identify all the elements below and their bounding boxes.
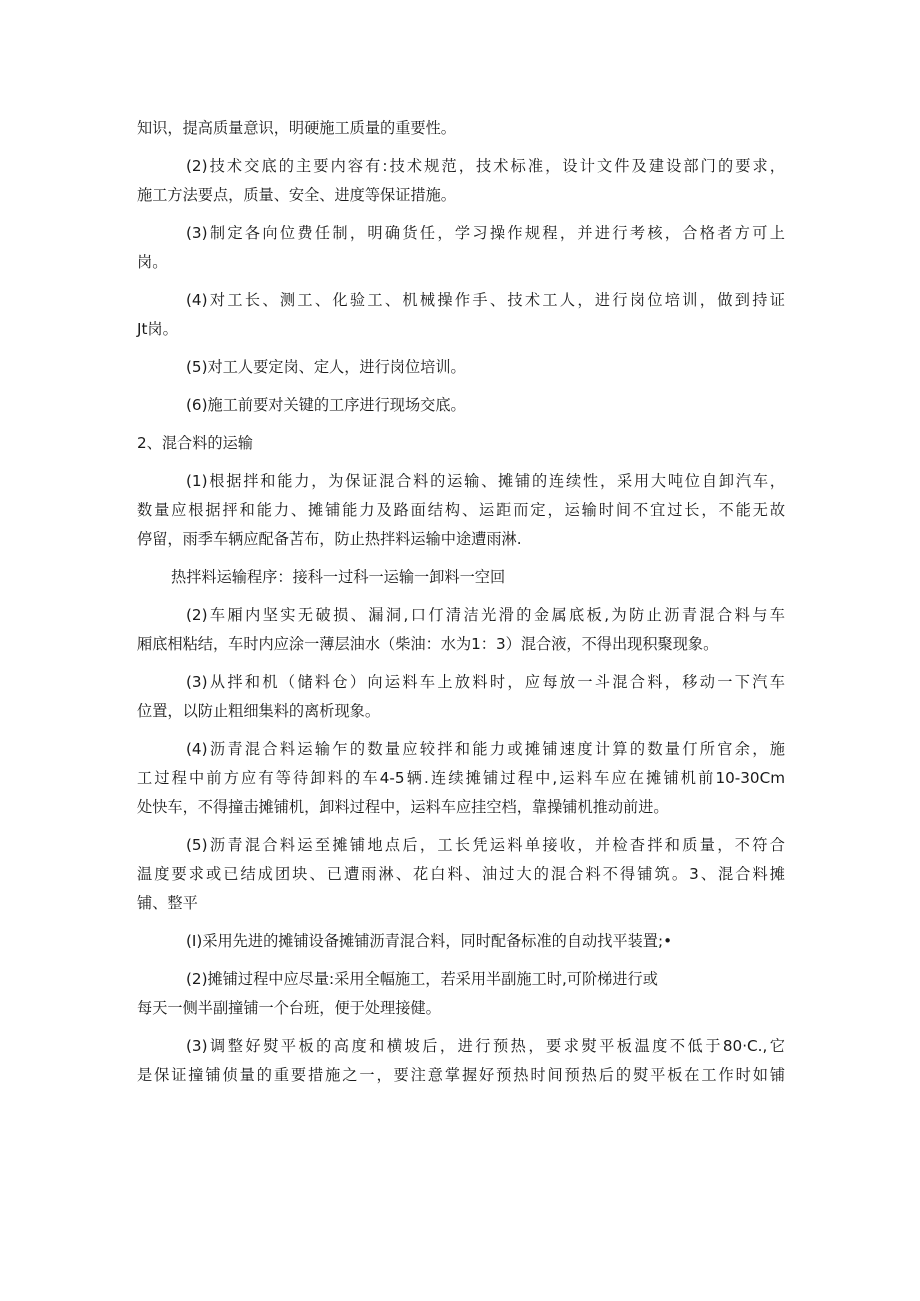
- transport-item-1-line-1: (1)根据拌和能力，为保证混合料的运输、摊铺的连续性，采用大吨位自卸汽车，: [186, 472, 785, 490]
- transport-item-1-line-3: 停留，雨季车辆应配备苫布，防止热拌料运输中途遭雨淋.: [137, 530, 522, 548]
- item-2-line-1: (2)技术交底的主要内容有:技术规范，技术标准，设计文件及建设部门的要求，: [186, 157, 785, 175]
- item-5: (5)对工人要定岗、定人，进行岗位培训。: [186, 358, 466, 376]
- paragraph-continuation: 知识，提高质量意识，明硬施工质量的重要性。: [137, 119, 456, 137]
- item-3-line-2: 岗。: [137, 253, 168, 271]
- transport-item-5-line-2: 温度要求或已结成团块、已遭雨淋、花白料、油过大的混合料不得铺筑。3、混合料摊: [137, 865, 785, 883]
- item-4-line-1: (4)对工长、测工、化验工、机械操作手、技术工人，进行岗位培训，做到持证: [186, 291, 785, 309]
- transport-item-4-line-3: 处快车，不得撞击摊铺机，卸料过程中，运料车应挂空档，靠操铺机推动前进。: [137, 798, 669, 816]
- transport-item-5-line-3: 铺、整平: [137, 894, 198, 912]
- paving-item-1: (I)采用先进的摊铺设备摊铺沥青混合料，同时配备标准的自动找平装置;•: [186, 932, 673, 950]
- transport-item-4-line-1: (4)沥青混合料运输乍的数量应较拌和能力或摊铺速度计算的数量仃所官余，施: [186, 740, 785, 758]
- item-6: (6)施工前要对关键的工序进行现场交底。: [186, 396, 466, 414]
- item-2-line-2: 施工方法要点，质量、安全、进度等保证措施。: [137, 186, 456, 204]
- transport-item-3-line-1: (3)从拌和机（储料仓）向运料车上放料时，应每放一斗混合料，移动一下汽车: [186, 673, 785, 691]
- transport-item-2-line-1: (2)车厢内坚实无破损、漏洞,口仃清洁光滑的金属底板,为防止沥青混合料与车: [186, 606, 785, 624]
- transport-procedure: 热拌料运输程序：接科一过科一运输一卸料一空回: [171, 568, 506, 586]
- section-heading-transport: 2、混合料的运输: [137, 434, 253, 452]
- transport-item-5-line-1: (5)沥青混合料运至摊铺地点后，工长凭运料单接收，并检杳拌和质量，不符合: [186, 836, 785, 854]
- transport-item-2-line-2: 厢底相粘结，车时内应涂一薄层油水（柴油：水为1：3）混合液，不得出现积聚现象。: [137, 635, 719, 653]
- transport-item-3-line-2: 位置，以防止粗细集料的离析现象。: [137, 702, 380, 720]
- paving-item-2-line-2: 每天一侧半副撞铺一个台班，便于处理接健。: [137, 999, 441, 1017]
- paving-item-3-line-1: (3)调整好熨平板的高度和横坡后，进行预热，要求熨平板温度不低于80·C.,它: [186, 1037, 785, 1055]
- item-4-line-2: Jt岗。: [137, 320, 178, 338]
- paving-item-2-line-1: (2)摊铺过程中应尽量:采用全幅施工，若采用半副施工时,可阶梯进行或: [186, 970, 658, 988]
- document-body: [137, 114, 785, 1090]
- transport-item-4-line-2: 工过程中前方应有等待卸料的车4-5辆.连续摊铺过程中,运料车应在摊铺机前10-30Cm: [137, 769, 785, 787]
- transport-item-1-line-2: 数量应根据抨和能力、摊铺能力及路面结构、运距而定，运输时间不宜过长，不能无故: [137, 501, 785, 519]
- item-3-line-1: (3)制定各向位费任制，明确货任，学习操作规程，并进行考核，合格者方可上: [186, 224, 785, 242]
- paving-item-3-line-2: 是保证撞铺侦量的重要措施之一，要注意掌握好预热时间预热后的熨平板在工作时如铺: [137, 1066, 785, 1084]
